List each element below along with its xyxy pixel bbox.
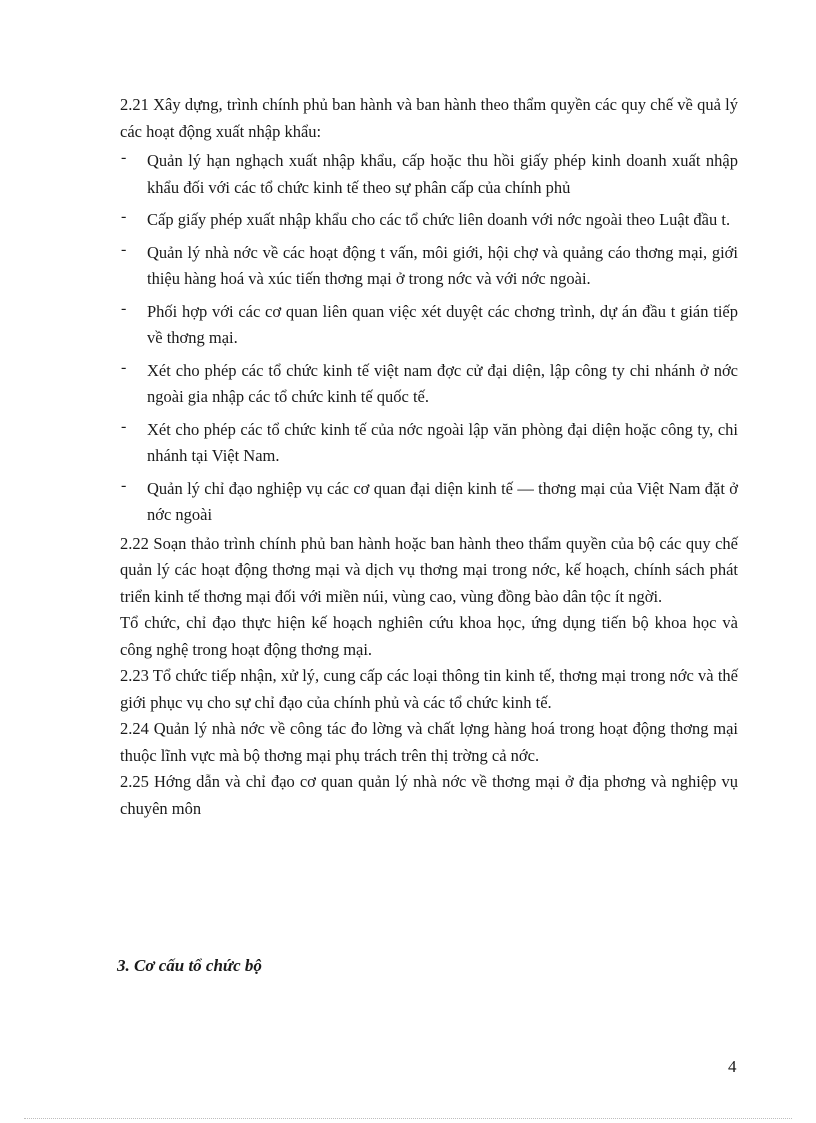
section-2-21-intro: 2.21 Xây dựng, trình chính phủ ban hành và ban hành theo thẩm quyền các quy chế về quả lý các hoạt động xuất nhập khẩu: (120, 95, 738, 141)
list-item-text: Quản lý hạn nghạch xuất nhập khẩu, cấp hoặc thu hồi giấy phép kinh doanh xuất nhập khẩu đối với các tổ chức kinh tế theo sự phân cấp của chính phủ (147, 151, 738, 197)
list-item-text: Phối hợp với các cơ quan liên quan việc xét duyệt các chơng trình, dự án đầu t gián tiếp về thơng mại. (147, 301, 738, 347)
section-2-21-list (120, 148, 738, 529)
list-item-text: Xét cho phép các tổ chức kinh tế việt nam đợc cử đại diện, lập công ty chi nhánh ở nớc ngoài gia nhập các tổ chức kinh tế quốc tế. (147, 360, 738, 406)
dash-bullet: - (121, 149, 127, 166)
list-item-text: Quản lý nhà nớc về các hoạt động t vấn, môi giới, hội chợ và quảng cáo thơng mại, giới thiệu hàng hoá và xúc tiến thơng mại ở trong nớc và với nớc ngoài. (147, 242, 738, 288)
list-item-text: Quản lý chỉ đạo nghiệp vụ các cơ quan đại diện kinh tế — thơng mại của Việt Nam đặt ở nớc ngoài (147, 478, 738, 524)
dash-bullet: - (121, 476, 127, 494)
paragraph-research: Tổ chức, chỉ đạo thực hiện kế hoạch nghiên cứu khoa học, ứng dụng tiến bộ khoa học và công nghệ trong hoạt động thơng mại. (120, 613, 738, 659)
paragraph-2-24: 2.24 Quản lý nhà nớc về công tác đo lờng và chất lợng hàng hoá trong hoạt động thơng mại thuộc lĩnh vực mà bộ thơng mại phụ trách trên thị trờng cả nớc. (120, 719, 738, 765)
page-bottom-rule (24, 1118, 792, 1119)
list-item-text: Cấp giấy phép xuất nhập khẩu cho các tổ chức liên doanh với nớc ngoài theo Luật đầu t. (147, 210, 731, 229)
dash-bullet: - (121, 358, 127, 376)
section-heading: 3. Cơ cấu tổ chức bộ (117, 956, 262, 975)
list-item (120, 358, 738, 411)
paragraph-2-23: 2.23 Tổ chức tiếp nhận, xử lý, cung cấp các loại thông tin kinh tế, thơng mại trong nớc và thế giới phục vụ cho sự chỉ đạo của chính phủ và các tổ chức kinh tế. (120, 666, 738, 712)
body-text (120, 92, 738, 822)
list-item (120, 240, 738, 293)
list-item (120, 299, 738, 352)
list-item (120, 417, 738, 470)
dash-bullet: - (121, 208, 127, 225)
list-item (120, 476, 738, 529)
list-item-text: Xét cho phép các tổ chức kinh tế của nớc ngoài lập văn phòng đại diện hoặc công ty, chi nhánh tại Việt Nam. (147, 419, 738, 465)
paragraph-2-25: 2.25 Hớng dẫn và chỉ đạo cơ quan quản lý nhà nớc về thơng mại ở địa phơng và nghiệp vụ chuyên môn (120, 772, 738, 818)
dash-bullet: - (121, 240, 127, 258)
dash-bullet: - (121, 417, 127, 435)
list-item (120, 148, 738, 201)
dash-bullet: - (121, 299, 127, 317)
paragraph-2-22: 2.22 Soạn thảo trình chính phủ ban hành hoặc ban hành theo thẩm quyền của bộ các quy chế quản lý các hoạt động thơng mại và dịch vụ thơng mại trong nớc, kế hoạch, chính sách phát triển kinh tế thơng mại đối với miền núi, vùng cao, vùng đồng bào dân tộc ít ngời. (120, 533, 738, 606)
page-number: 4 (728, 1057, 737, 1076)
list-item (120, 207, 738, 234)
